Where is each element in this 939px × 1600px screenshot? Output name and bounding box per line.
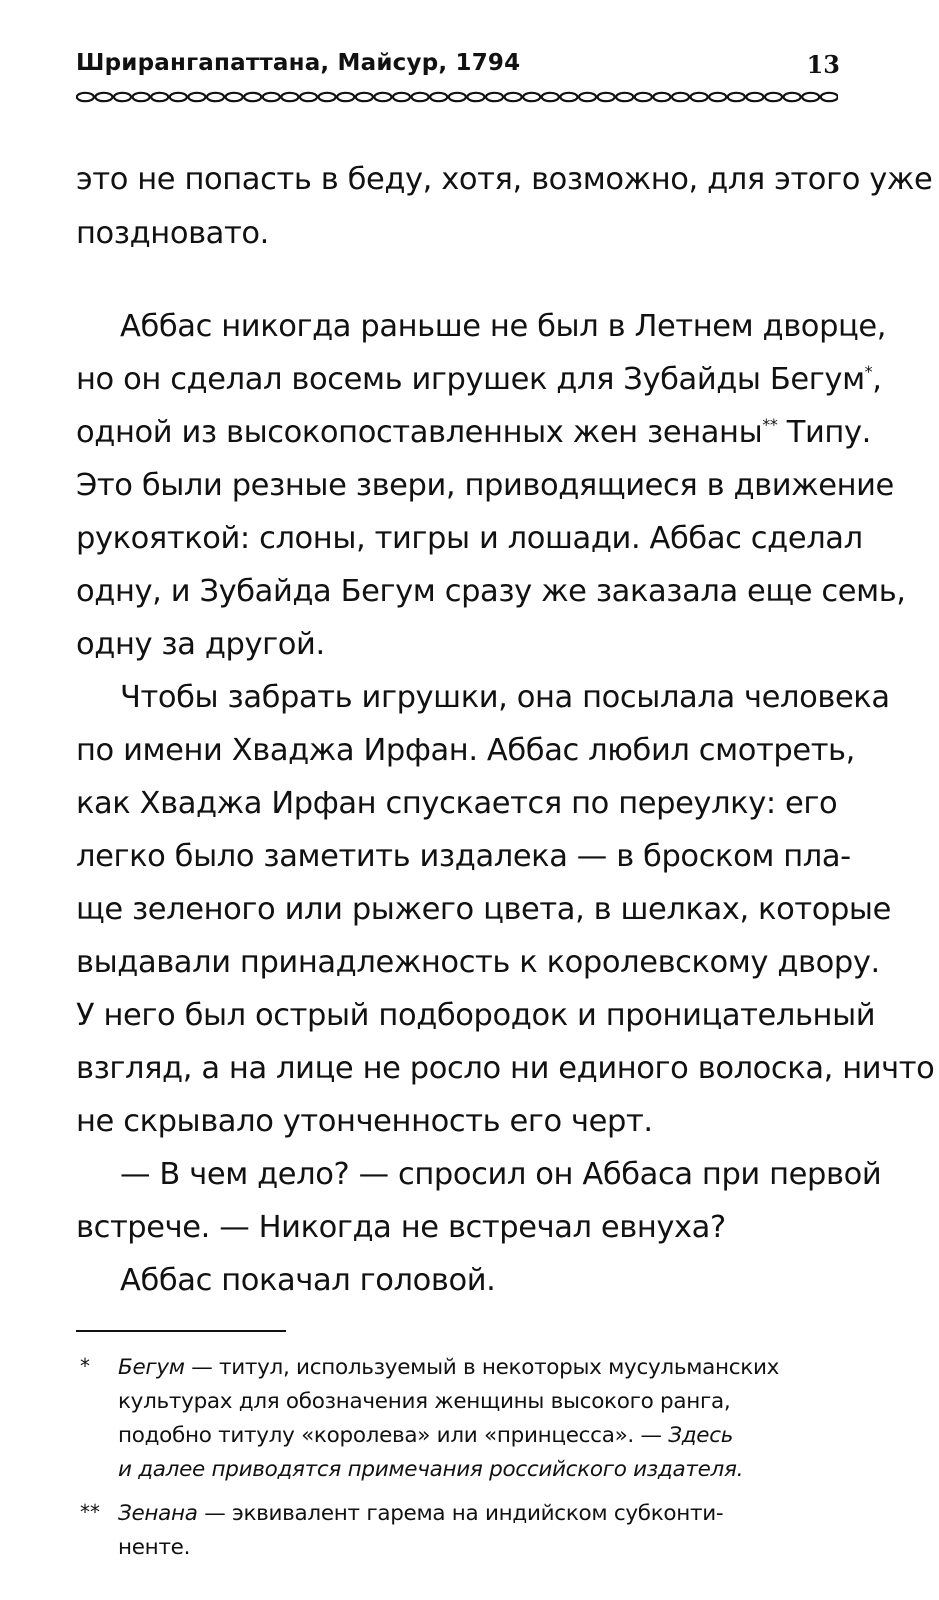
header-ornament (76, 90, 838, 104)
chain-link (746, 93, 763, 101)
paragraph-line: У него был острый подбородок и проницательный (76, 998, 876, 1033)
paragraph-line: рукояткой: слоны, тигры и лошади. Аббас сделал (76, 521, 863, 556)
footnote-line: ненте. (118, 1535, 191, 1560)
footnote-marker: ** (80, 1500, 100, 1524)
chain-link (207, 93, 224, 101)
chain-link (263, 93, 280, 101)
chain-link (709, 93, 726, 101)
paragraph-line: легко было заметить издалека — в броском пла- (76, 839, 851, 874)
footnote-line (118, 1354, 779, 1382)
paragraph-line: взгляд, а на лице не росло ни единого волоска, ничто (76, 1051, 935, 1086)
chain-link (244, 93, 261, 101)
chain-link (672, 93, 689, 101)
paragraph-line: это не попасть в беду, хотя, возможно, для этого уже (76, 162, 933, 197)
footnote-ref: * (864, 362, 873, 381)
chain-link (765, 93, 782, 101)
line-text: одной из высокопоставленных жен зенаны (76, 415, 763, 450)
line-text: Типу. (777, 415, 871, 450)
footnote-text: — титул, используемый в некоторых мусульманских (184, 1355, 780, 1380)
paragraph-line: одну за другой. (76, 627, 325, 662)
chain-link (374, 93, 391, 101)
footnote-line: и далее приводятся примечания российского издателя. (118, 1457, 744, 1482)
chain-link (226, 93, 243, 101)
chain-link (486, 93, 503, 101)
chain-link (821, 93, 838, 101)
chain-link (170, 93, 187, 101)
chain-link (337, 93, 354, 101)
chain-link (616, 93, 633, 101)
paragraph-line: по имени Хваджа Ирфан. Аббас любил смотреть, (76, 733, 855, 768)
chain-link (430, 93, 447, 101)
footnote-italic-text: Здесь (668, 1423, 734, 1448)
chain-link (691, 93, 708, 101)
paragraph-line: одну, и Зубайда Бегум сразу же заказала еще семь, (76, 574, 906, 609)
paragraph-line (76, 363, 882, 397)
paragraph-line: поздновато. (76, 216, 269, 251)
chain-link (281, 93, 298, 101)
chain-link (467, 93, 484, 101)
chain-link (579, 93, 596, 101)
chain-link (412, 93, 429, 101)
paragraph-line: Это были резные звери, приводящиеся в движение (76, 468, 894, 503)
line-text: , (872, 362, 882, 397)
footnote-text: подобно титулу «королева» или «принцесса». — (118, 1423, 669, 1448)
footnote-text: — эквивалент гарема на индийском субконти- (197, 1501, 724, 1526)
chain-link (114, 93, 131, 101)
chain-link (188, 93, 205, 101)
chain-link (505, 93, 522, 101)
footnote-marker: * (80, 1354, 90, 1378)
chain-link (319, 93, 336, 101)
paragraph-line: Аббас покачал головой. (120, 1263, 496, 1298)
page-header (76, 50, 846, 90)
chain-link (523, 93, 540, 101)
page-number: 13 (806, 50, 840, 79)
dialogue-line: встрече. — Никогда не встречал евнуха? (76, 1210, 726, 1245)
line-text: но он сделал восемь игрушек для Зубайды Бегум (76, 362, 865, 397)
chain-link (151, 93, 168, 101)
chain-link (598, 93, 615, 101)
paragraph-line: не скрывало утонченность его черт. (76, 1104, 653, 1139)
chain-link (77, 93, 94, 101)
chain-link (300, 93, 317, 101)
chain-link (133, 93, 150, 101)
paragraph-line (76, 416, 871, 450)
footnote-ref: ** (762, 415, 778, 434)
chain-link (560, 93, 577, 101)
paragraph-line: ще зеленого или рыжего цвета, в шелках, которые (76, 892, 891, 927)
footnote-line: культурах для обозначения женщины высокого ранга, (118, 1389, 731, 1414)
chain-link (542, 93, 559, 101)
paragraph-line: Аббас никогда раньше не был в Летнем дворце, (120, 309, 887, 344)
paragraph-line: выдавали принадлежность к королевскому двору. (76, 945, 880, 980)
chain-link (356, 93, 373, 101)
footnote-line (118, 1500, 723, 1528)
chain-link (95, 93, 112, 101)
chain-link (449, 93, 466, 101)
footnote-term: Зенана (118, 1501, 198, 1526)
chain-link (653, 93, 670, 101)
dialogue-line: — В чем дело? — спросил он Аббаса при первой (120, 1157, 882, 1192)
chain-link (635, 93, 652, 101)
footnote-line (118, 1422, 733, 1450)
chain-link (728, 93, 745, 101)
chain-link (393, 93, 410, 101)
footnote-rule (76, 1330, 286, 1332)
chain-link (784, 93, 801, 101)
footnote-term: Бегум (118, 1355, 185, 1380)
chain-link (802, 93, 819, 101)
paragraph-line: как Хваджа Ирфан спускается по переулку: его (76, 786, 838, 821)
running-head: Шрирангапаттана, Майсур, 1794 (76, 50, 521, 76)
paragraph-line: Чтобы забрать игрушки, она посылала человека (120, 680, 890, 715)
